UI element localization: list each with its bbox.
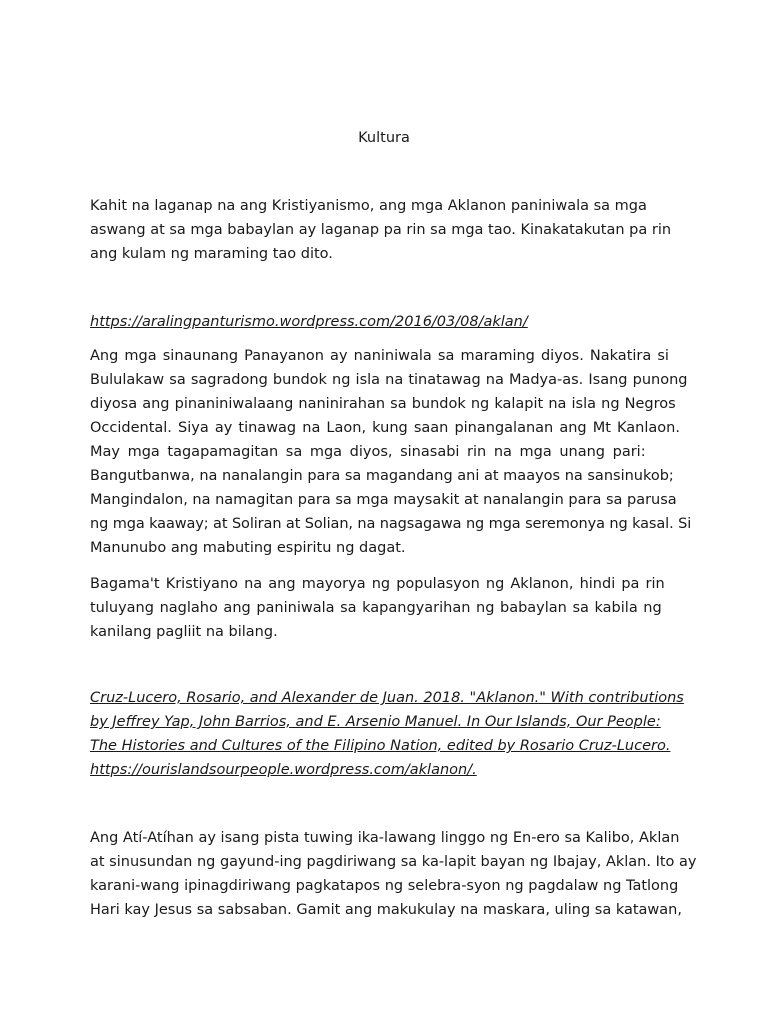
text-line: Ang mga sinaunang Panayanon ay naniniwala sa maraming diyos. Nakatira si [90,348,669,364]
atiatihan-paragraph [90,826,697,922]
text-line: aswang at sa mga babaylan ay laganap pa rin sa mga tao. Kinakatakutan pa rin [90,222,672,238]
citation-line: Cruz-Lucero, Rosario, and Alexander de Juan. 2018. "Aklanon." With contributions [90,690,684,706]
babaylan-paragraph [90,572,665,644]
citation-link[interactable]: https://ourislandsourpeople.wordpress.com/aklanon/. [90,762,477,778]
text-line: Ang Atí-Atíhan ay isang pista tuwing ika-lawang linggo ng En-ero sa Kalibo, Aklan [90,830,680,846]
citation-line: by Jeffrey Yap, John Barrios, and E. Arsenio Manuel. In Our Islands, Our People: [90,714,661,730]
text-line: Hari kay Jesus sa sabsaban. Gamit ang makukulay na maskara, uling sa katawan, [90,902,682,918]
citation-block [90,686,690,782]
text-line: Bululakaw sa sagradong bundok ng isla na tinatawag na Madya-as. Isang punong [90,372,688,388]
document-title: Kultura [358,130,410,146]
text-line: tuluyang naglaho ang paniniwala sa kapangyarihan ng babaylan sa kabila ng [90,600,662,616]
text-line: Mangindalon, na namagitan para sa mga maysakit at nanalangin para sa parusa [90,492,677,508]
text-line: karani-wang ipinagdiriwang pagkatapos ng selebra-syon ng pagdalaw ng Tatlong [90,878,679,894]
source-link[interactable]: https://aralingpanturismo.wordpress.com/2016/03/08/aklan/ [90,314,528,330]
text-line: kanilang pagliit na bilang. [90,624,278,640]
text-line: Bangutbanwa, na nanalangin para sa magandang ani at maayos na sansinukob; [90,468,674,484]
text-line: Bagama't Kristiyano na ang mayorya ng populasyon ng Aklanon, hindi pa rin [90,576,665,592]
intro-paragraph [90,194,670,266]
text-line: Kahit na laganap na ang Kristiyanismo, ang mga Aklanon paniniwala sa mga [90,198,647,214]
text-line: Occidental. Siya ay tinawag na Laon, kung saan pinangalanan ang Mt Kanlaon. [90,420,680,436]
text-line: diyosa ang pinaniniwalaang naninirahan sa bundok ng kalapit na isla ng Negros [90,396,676,412]
text-line: ang kulam ng maraming tao dito. [90,246,333,262]
text-line: Manunubo ang mabuting espiritu ng dagat. [90,540,406,556]
citation-line: The Histories and Cultures of the Filipino Nation, edited by Rosario Cruz-Lucero. [90,738,671,754]
text-line: ng mga kaaway; at Soliran at Solian, na nagsagawa ng mga seremonya ng kasal. Si [90,516,692,532]
text-line: May mga tagapamagitan sa mga diyos, sinasabi rin na mga unang pari: [90,444,646,460]
text-line: at sinusundan ng gayund-ing pagdiriwang sa ka-lapit bayan ng Ibajay, Aklan. Ito ay [90,854,697,870]
beliefs-paragraph [90,344,692,560]
